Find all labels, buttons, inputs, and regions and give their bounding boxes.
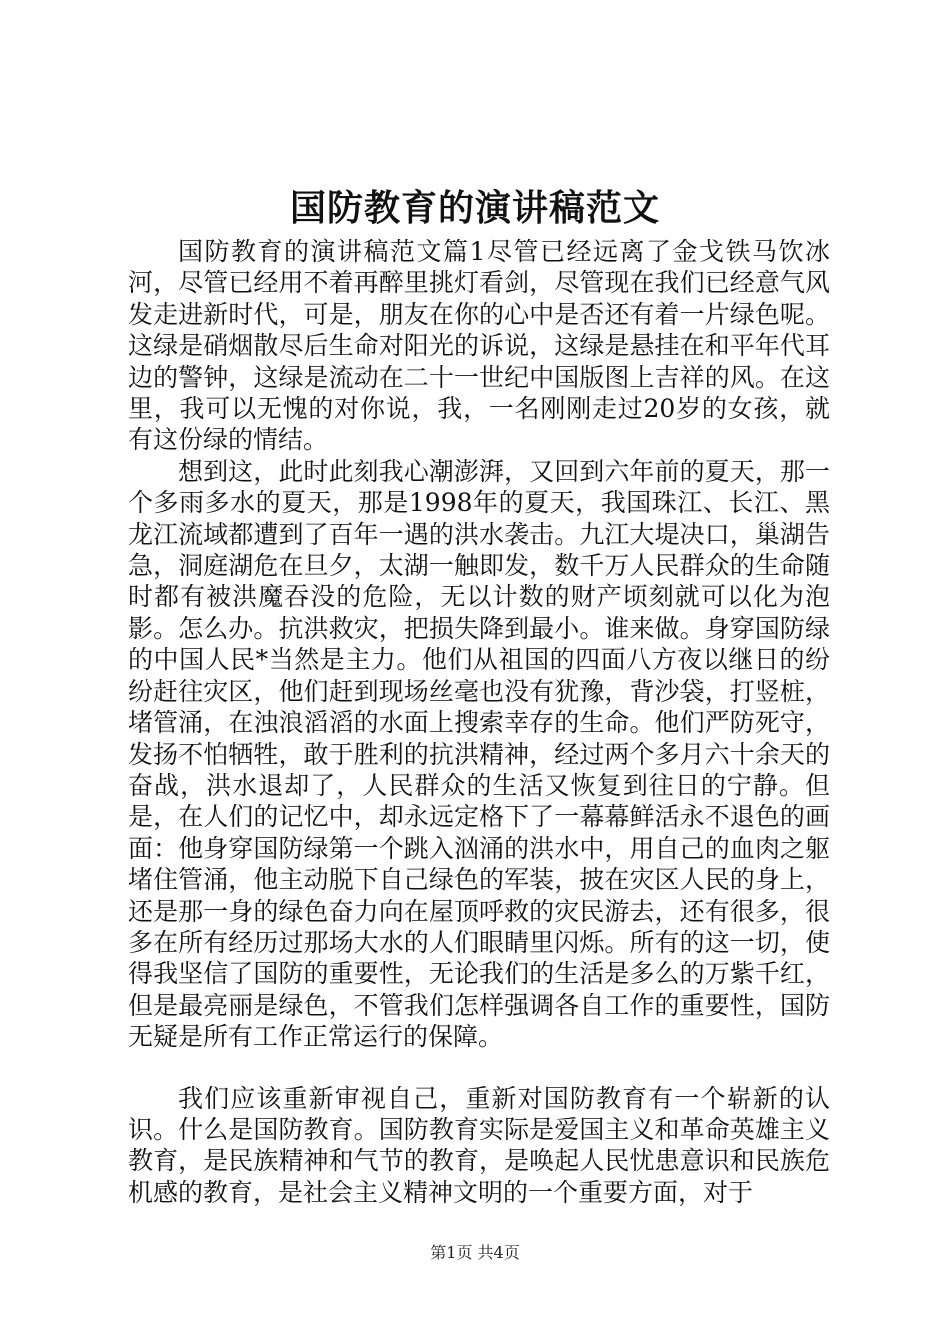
document-title: 国防教育的演讲稿范文 bbox=[289, 187, 660, 229]
paragraph-1: 国防教育的演讲稿范文篇1尽管已经远离了金戈铁马饮冰河，尽管已经用不着再醉里挑灯看剑，尽管现在我们已经意气风发走进新时代，可是，朋友在你的心中是否还有着一片绿色呢。这绿是硝烟散尽后生命对阳光的诉说，这绿是悬挂在和平年代耳边的警钟，这绿是流动在二十一世纪中国版图上吉祥的风。在这里，我可以无愧的对你说，我，一名刚刚走过20岁的女孩，就有这份绿的情结。 bbox=[128, 237, 830, 455]
paragraph-3: 我们应该重新审视自己，重新对国防教育有一个崭新的认识。什么是国防教育。国防教育实际是爱国主义和革命英雄主义教育，是民族精神和气节的教育，是唤起人民忧患意识和民族危机感的教育，是社会主义精神文明的一个重要方面，对于 bbox=[128, 1083, 830, 1207]
document-body bbox=[128, 236, 830, 1208]
paragraph-2: 想到这，此时此刻我心潮澎湃，又回到六年前的夏天，那一个多雨多水的夏天，那是1998年的夏天，我国珠江、长江、黑龙江流域都遭到了百年一遇的洪水袭击。九江大堤决口，巢湖告急，洞庭湖危在旦夕，太湖一触即发，数千万人民群众的生命随时都有被洪魔吞没的危险，无以计数的财产顷刻就可以化为泡影。怎么办。抗洪救灾，把损失降到最小。谁来做。身穿国防绿的中国人民*当然是主力。他们从祖国的四面八方夜以继日的纷纷赶往灾区，他们赶到现场丝毫也没有犹豫，背沙袋，打竖桩，堵管涌，在浊浪滔滔的水面上搜索幸存的生命。他们严防死守，发扬不怕牺牲，敢于胜利的抗洪精神，经过两个多月六十余天的奋战，洪水退却了，人民群众的生活又恢复到往日的宁静。但是，在人们的记忆中，却永远定格下了一幕幕鲜活永不退色的画面：他身穿国防绿第一个跳入汹涌的洪水中，用自己的血肉之躯堵住管涌，他主动脱下自己绿色的军装，披在灾区人民的身上，还是那一身的绿色奋力向在屋顶呼救的灾民游去，还有很多，很多在所有经历过那场大水的人们眼睛里闪烁。所有的这一切，使得我坚信了国防的重要性，无论我们的生活是多么的万紫千红，但是最亮丽是绿色，不管我们怎样强调各自工作的重要性，国防无疑是所有工作正常运行的保障。 bbox=[128, 456, 830, 1052]
page-number-footer: 第1页 共4页 bbox=[430, 1243, 520, 1262]
